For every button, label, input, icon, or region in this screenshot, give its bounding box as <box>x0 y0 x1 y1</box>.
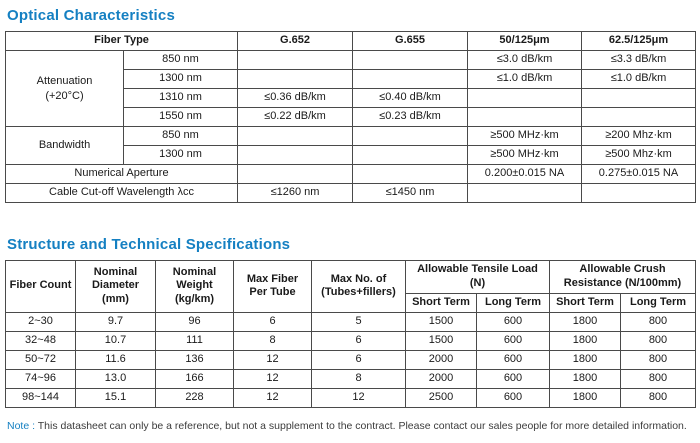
table-cell: 0.200±0.015 NA <box>468 165 582 184</box>
header-max-fiber-per-tube: Max Fiber Per Tube <box>234 261 312 313</box>
note-text: This datasheet can only be a reference, but not a supplement to the contract. Please contact our sales people for more detailed information. <box>37 419 687 432</box>
row-group-cable-cutoff: Cable Cut-off Wavelength λcc <box>6 184 238 203</box>
table-row <box>6 165 696 184</box>
table-row <box>6 369 696 388</box>
table-cell: 1800 <box>550 388 621 407</box>
table-cell: 15.1 <box>76 388 156 407</box>
table-cell: 1500 <box>406 331 477 350</box>
table-cell: 800 <box>621 312 696 331</box>
note-label: Note : <box>7 419 36 432</box>
table-cell: 1800 <box>550 312 621 331</box>
table-cell <box>353 51 468 70</box>
table-cell <box>353 127 468 146</box>
table-cell: 6 <box>312 350 406 369</box>
table-cell: 96 <box>156 312 234 331</box>
section-spacer <box>5 203 695 233</box>
table-cell: ≤1260 nm <box>238 184 353 203</box>
table-cell <box>582 89 696 108</box>
table-cell: 8 <box>312 369 406 388</box>
table-row <box>6 331 696 350</box>
table-cell: 1800 <box>550 369 621 388</box>
row-group-attenuation <box>6 51 124 127</box>
row-label: 1300 nm <box>124 70 238 89</box>
table-cell <box>468 89 582 108</box>
table-cell: ≤1450 nm <box>353 184 468 203</box>
table-cell: 74~96 <box>6 369 76 388</box>
row-label: 1550 nm <box>124 108 238 127</box>
table-cell <box>582 108 696 127</box>
table-cell: ≥200 Mhz·km <box>582 127 696 146</box>
table-row <box>6 51 696 70</box>
table-cell: 166 <box>156 369 234 388</box>
table-cell <box>238 165 353 184</box>
table-cell: 9.7 <box>76 312 156 331</box>
table-cell: 228 <box>156 388 234 407</box>
header-crush-short-term: Short Term <box>550 293 621 312</box>
header-50-125um: 50/125μm <box>468 32 582 51</box>
table-cell <box>238 127 353 146</box>
table-cell: ≤0.40 dB/km <box>353 89 468 108</box>
table-row <box>6 388 696 407</box>
table-cell <box>238 51 353 70</box>
header-62-5-125um: 62.5/125μm <box>582 32 696 51</box>
table-row <box>6 350 696 369</box>
attenuation-temperature: (+20°C) <box>45 89 84 102</box>
table-cell: 12 <box>234 369 312 388</box>
row-label: 850 nm <box>124 51 238 70</box>
header-nominal-diameter: Nominal Diameter (mm) <box>76 261 156 313</box>
table-row <box>6 312 696 331</box>
optical-characteristics-table <box>5 31 696 203</box>
table-cell: ≥500 Mhz·km <box>582 146 696 165</box>
table-cell: 600 <box>477 369 550 388</box>
header-tensile-short-term: Short Term <box>406 293 477 312</box>
optical-section-title: Optical Characteristics <box>7 7 176 24</box>
header-fiber-count: Fiber Count <box>6 261 76 313</box>
table-cell: 800 <box>621 388 696 407</box>
table-cell <box>582 184 696 203</box>
table-cell <box>238 146 353 165</box>
table-cell: ≥500 MHz·km <box>468 146 582 165</box>
header-crush-resistance: Allowable Crush Resistance (N/100mm) <box>550 261 696 294</box>
table-cell: 800 <box>621 331 696 350</box>
table-cell: 800 <box>621 369 696 388</box>
table-cell: ≤3.0 dB/km <box>468 51 582 70</box>
table-cell: 0.275±0.015 NA <box>582 165 696 184</box>
footer-note <box>7 420 693 432</box>
table-row <box>6 127 696 146</box>
table-cell: 800 <box>621 350 696 369</box>
table-cell <box>468 108 582 127</box>
table-cell: 2000 <box>406 350 477 369</box>
table-cell: 5 <box>312 312 406 331</box>
table-cell: 111 <box>156 331 234 350</box>
table-cell: 10.7 <box>76 331 156 350</box>
table-header-row <box>6 32 696 51</box>
table-cell: ≥500 MHz·km <box>468 127 582 146</box>
table-cell: 6 <box>312 331 406 350</box>
row-label: 1310 nm <box>124 89 238 108</box>
row-group-numerical-aperture: Numerical Aperture <box>6 165 238 184</box>
structure-section-title: Structure and Technical Specifications <box>7 236 291 253</box>
row-label: 850 nm <box>124 127 238 146</box>
table-cell <box>353 70 468 89</box>
row-group-bandwidth: Bandwidth <box>6 127 124 165</box>
row-label: 1300 nm <box>124 146 238 165</box>
header-crush-long-term: Long Term <box>621 293 696 312</box>
attenuation-label: Attenuation <box>36 75 93 88</box>
table-cell: 8 <box>234 331 312 350</box>
table-cell: ≤3.3 dB/km <box>582 51 696 70</box>
table-cell: ≤0.36 dB/km <box>238 89 353 108</box>
table-cell <box>353 146 468 165</box>
table-cell: 2~30 <box>6 312 76 331</box>
table-cell: 32~48 <box>6 331 76 350</box>
table-cell: 600 <box>477 331 550 350</box>
table-cell <box>238 70 353 89</box>
table-cell: 12 <box>234 388 312 407</box>
table-cell: 12 <box>234 350 312 369</box>
header-tensile-load: Allowable Tensile Load (N) <box>406 261 550 294</box>
table-cell <box>353 165 468 184</box>
structure-specifications-table <box>5 260 696 408</box>
header-fiber-type: Fiber Type <box>6 32 238 51</box>
table-cell: 600 <box>477 312 550 331</box>
table-cell: ≤1.0 dB/km <box>582 70 696 89</box>
table-cell: 12 <box>312 388 406 407</box>
header-g655: G.655 <box>353 32 468 51</box>
table-cell: 2000 <box>406 369 477 388</box>
header-tensile-long-term: Long Term <box>477 293 550 312</box>
header-max-tubes-fillers: Max No. of (Tubes+fillers) <box>312 261 406 313</box>
table-cell: 98~144 <box>6 388 76 407</box>
header-g652: G.652 <box>238 32 353 51</box>
table-cell: 1800 <box>550 350 621 369</box>
table-cell: 2500 <box>406 388 477 407</box>
table-cell: 6 <box>234 312 312 331</box>
table-row <box>6 184 696 203</box>
header-nominal-weight: Nominal Weight (kg/km) <box>156 261 234 313</box>
table-cell <box>468 184 582 203</box>
table-cell: 50~72 <box>6 350 76 369</box>
table-cell: 600 <box>477 388 550 407</box>
table-header-row <box>6 261 696 294</box>
table-cell: ≤1.0 dB/km <box>468 70 582 89</box>
table-cell: ≤0.23 dB/km <box>353 108 468 127</box>
table-cell: ≤0.22 dB/km <box>238 108 353 127</box>
table-cell: 1500 <box>406 312 477 331</box>
table-cell: 1800 <box>550 331 621 350</box>
table-cell: 13.0 <box>76 369 156 388</box>
table-cell: 600 <box>477 350 550 369</box>
table-cell: 11.6 <box>76 350 156 369</box>
table-cell: 136 <box>156 350 234 369</box>
